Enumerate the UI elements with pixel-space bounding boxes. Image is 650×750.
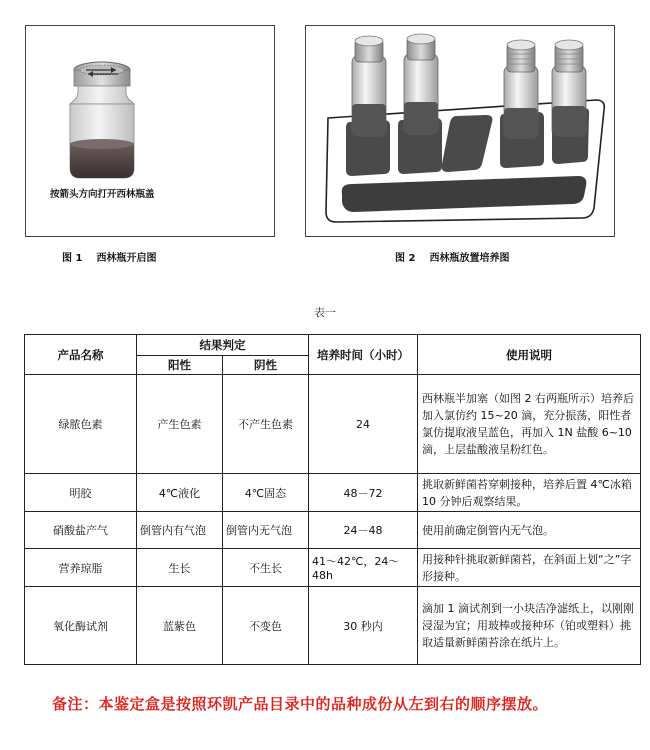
cell-time: 24－48	[309, 512, 418, 549]
cell-positive: 蓝紫色	[137, 587, 223, 665]
cell-usage: 滴加 1 滴试剂到一小块洁净滤纸上，以刚刚浸湿为宜；用玻棒或接种环（铂或塑料）挑取适量新鲜菌苔涂在纸片上。	[418, 587, 641, 665]
table-row	[25, 549, 641, 587]
figure-2-number: 图 2	[395, 253, 416, 264]
figure-2-caption	[395, 249, 509, 264]
header-result: 结果判定	[137, 335, 309, 356]
header-negative: 阴性	[223, 356, 309, 375]
figure-1-number: 图 1	[62, 253, 83, 264]
header-positive: 阳性	[137, 356, 223, 375]
table-title: 表一	[314, 306, 336, 319]
cell-positive: 生长	[137, 549, 223, 587]
cell-negative: 4℃固态	[223, 474, 309, 512]
header-product: 产品名称	[25, 335, 137, 375]
vial-rack-illustration	[306, 26, 614, 236]
cell-negative: 不生长	[223, 549, 309, 587]
cell-product: 绿脓色素	[25, 375, 137, 474]
cell-positive: 4℃液化	[137, 474, 223, 512]
figure-1-title: 西林瓶开启图	[96, 253, 157, 264]
cell-time: 24	[309, 375, 418, 474]
table-row	[25, 474, 641, 512]
figure-2-title: 西林瓶放置培养图	[429, 253, 510, 264]
figure-2-image	[305, 25, 615, 237]
cell-time: 30 秒内	[309, 587, 418, 665]
figure-1-instruction-label: 按箭头方向打开西林瓶盖	[50, 189, 155, 200]
cell-usage: 西林瓶半加塞（如图 2 右两瓶所示）培养后加入氯仿约 15~20 滴，充分振荡，阳性者氯仿提取液呈蓝色，再加入 1N 盐酸 6~10 滴，上层盐酸液呈粉红色。	[418, 375, 641, 474]
table-row	[25, 512, 641, 549]
header-usage: 使用说明	[418, 335, 641, 375]
cell-usage: 使用前确定倒管内无气泡。	[418, 512, 641, 549]
cell-product: 营养琼脂	[25, 549, 137, 587]
table-header-row	[25, 335, 641, 356]
footnote-remark: 备注：本鉴定盒是按照环凯产品目录中的品种成份从左到右的顺序摆放。	[52, 695, 549, 713]
cell-negative: 不变色	[223, 587, 309, 665]
figure-1-image	[25, 25, 275, 237]
cell-product: 明胶	[25, 474, 137, 512]
vial-open-illustration	[26, 26, 274, 236]
cell-positive: 倒管内有气泡	[137, 512, 223, 549]
cell-product: 硝酸盐产气	[25, 512, 137, 549]
cell-positive: 产生色素	[137, 375, 223, 474]
table-row	[25, 375, 641, 474]
table-row	[25, 587, 641, 665]
cell-negative: 不产生色素	[223, 375, 309, 474]
header-time: 培养时间（小时）	[309, 335, 418, 375]
cell-usage: 挑取新鲜菌苔穿刺接种，培养后置 4℃冰箱 10 分钟后观察结果。	[418, 474, 641, 512]
cell-usage: 用接种针挑取新鲜菌苔，在斜面上划“之”字形接种。	[418, 549, 641, 587]
cell-time: 41～42℃，24～48h	[309, 549, 418, 587]
cell-negative: 倒管内无气泡	[223, 512, 309, 549]
figure-1-caption	[62, 249, 156, 264]
cell-time: 48－72	[309, 474, 418, 512]
identification-table	[24, 334, 641, 665]
cell-product: 氧化酶试剂	[25, 587, 137, 665]
